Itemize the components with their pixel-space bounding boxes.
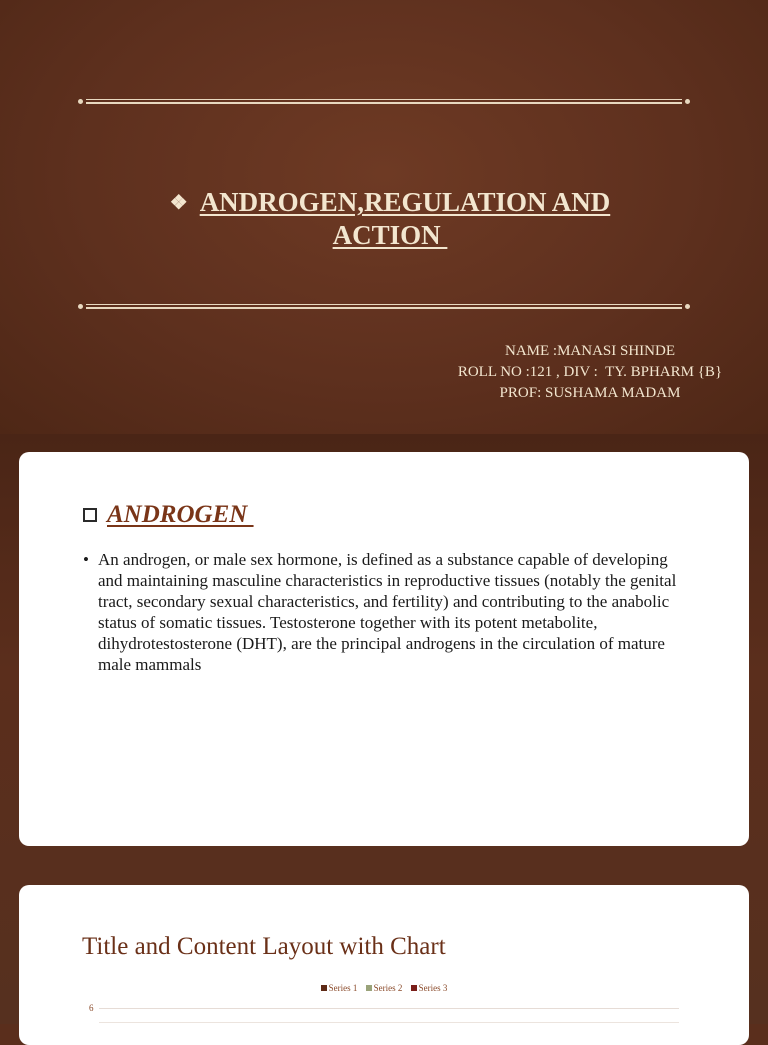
- checkbox-bullet-icon: [83, 508, 97, 522]
- androgen-heading-text: ANDROGEN: [107, 501, 254, 528]
- slide-title: [120, 186, 660, 251]
- top-decorative-rule: [78, 98, 690, 106]
- title-slide: [0, 0, 768, 434]
- chart-gridline: [99, 1022, 679, 1023]
- diamond-bullet-icon: ❖: [169, 192, 188, 214]
- author-roll: ROLL NO :121 , DIV : TY. BPHARM {B}: [457, 364, 723, 380]
- chart-slide-title: Title and Content Layout with Chart: [82, 933, 446, 960]
- androgen-heading: [83, 501, 254, 529]
- title-line-2: ACTION: [332, 220, 448, 250]
- author-prof: PROF: SUSHAMA MADAM: [499, 385, 681, 401]
- chart-slide: [19, 885, 749, 1045]
- y-tick-label: 6: [89, 1003, 94, 1013]
- androgen-slide: [19, 452, 749, 846]
- title-line-1: ANDROGEN,REGULATION AND: [199, 187, 611, 217]
- author-name: NAME :MANASI SHINDE: [504, 343, 675, 359]
- legend-series-1: Series 1: [321, 983, 358, 993]
- androgen-paragraph: [83, 549, 688, 675]
- author-info: [440, 341, 740, 404]
- legend-series-3: Series 3: [411, 983, 448, 993]
- bullet-dot-icon: •: [83, 550, 89, 569]
- chart-gridline: [99, 1008, 679, 1009]
- chart-legend: [19, 983, 749, 993]
- androgen-paragraph-text: An androgen, or male sex hormone, is defined as a substance capable of developing and maintaining masculine characteristics in reproductive tissues (notably the genital tract, secondary sexual characteristics, and fertility) and contributing to the anabolic status of somatic tissues. Testosterone together with its potent metabolite, dihydrotestosterone (DHT), are the principal androgens in the circulation of mature male mammals: [98, 550, 677, 674]
- legend-series-2: Series 2: [366, 983, 403, 993]
- bottom-decorative-rule: [78, 303, 690, 311]
